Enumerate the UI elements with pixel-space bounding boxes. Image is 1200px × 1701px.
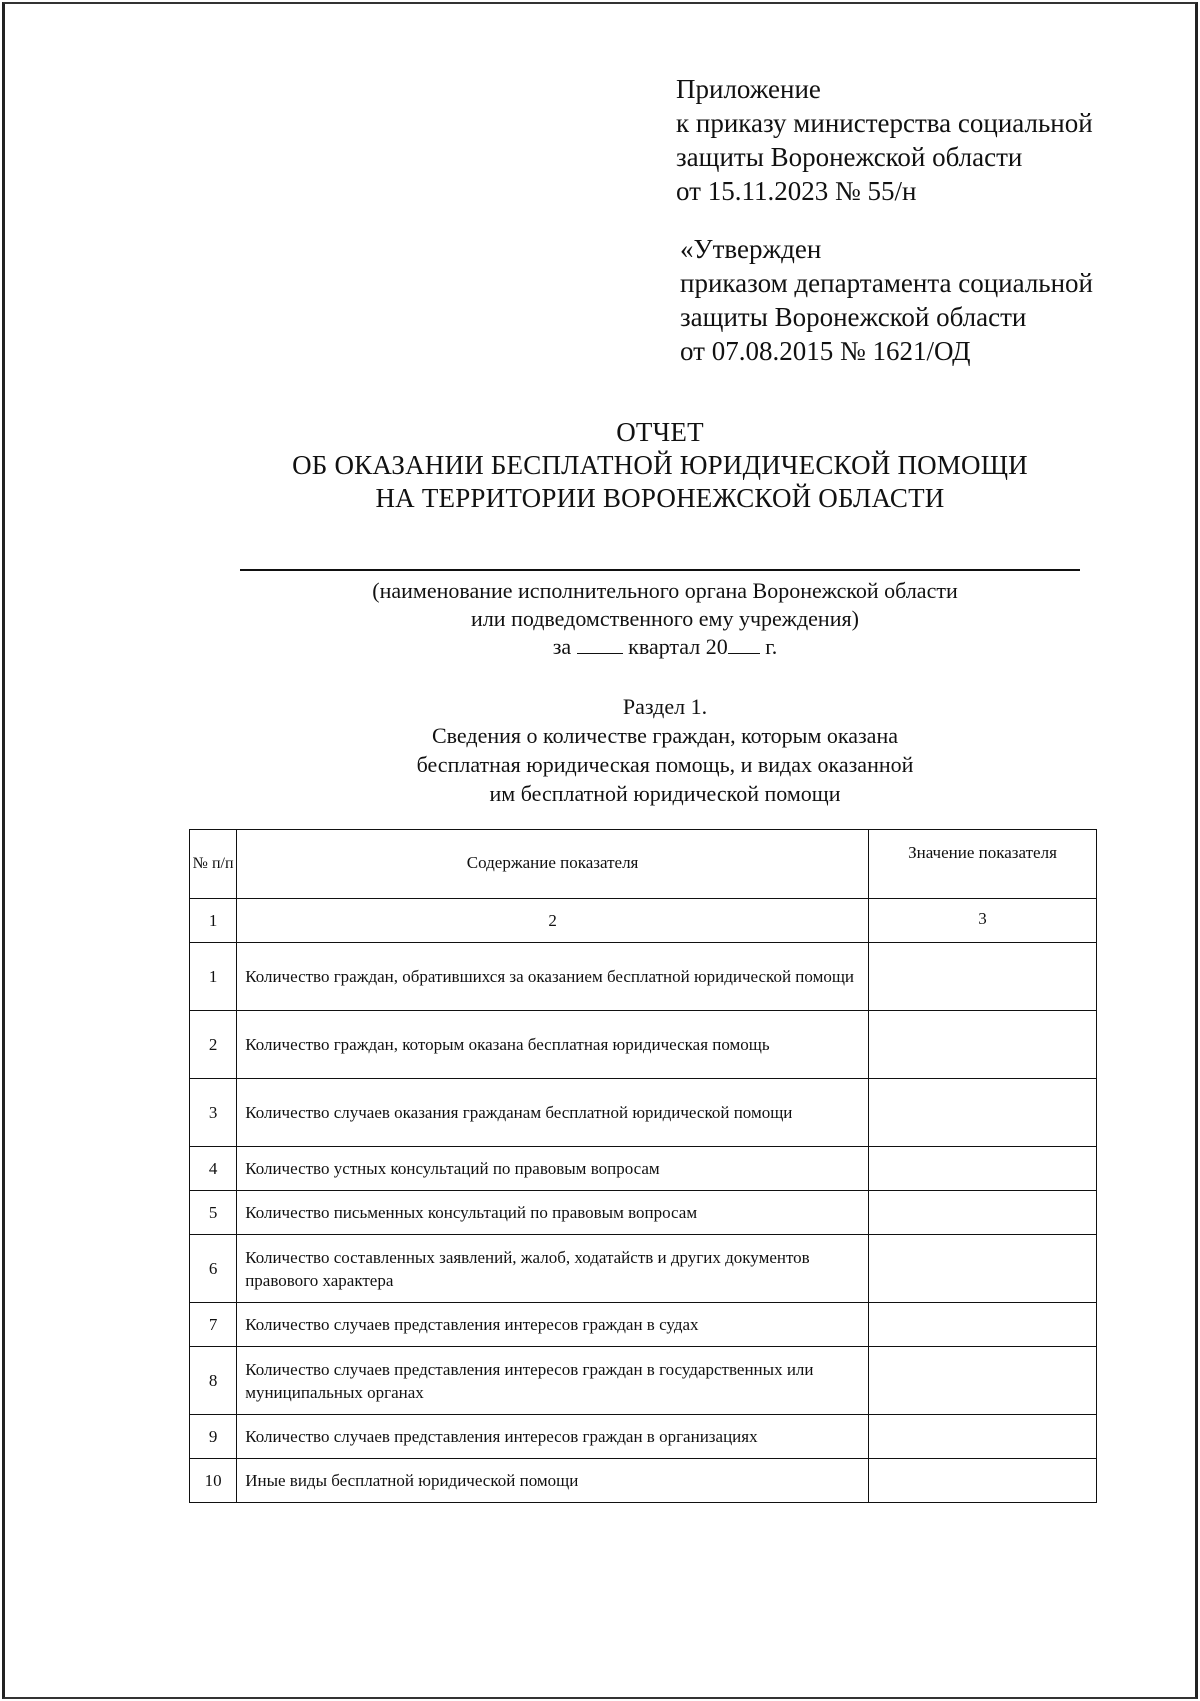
row-number: 1 <box>190 943 237 1011</box>
row-value-cell[interactable] <box>868 1011 1096 1079</box>
row-number: 4 <box>190 1147 237 1191</box>
column-number: 1 <box>190 899 237 943</box>
row-indicator: Количество граждан, которым оказана бесплатная юридическая помощь <box>237 1011 869 1079</box>
caption-line-2: или подведомственного ему учреждения) <box>471 606 859 631</box>
report-table <box>189 829 1097 1503</box>
row-indicator: Количество составленных заявлений, жалоб, ходатайств и других документов правового характера <box>237 1235 869 1303</box>
row-number: 2 <box>190 1011 237 1079</box>
row-value-cell[interactable] <box>868 1303 1096 1347</box>
period-middle: квартал 20 <box>628 634 728 659</box>
row-number: 6 <box>190 1235 237 1303</box>
table-header-row <box>190 830 1097 899</box>
organization-caption <box>0 577 1200 661</box>
row-value-cell[interactable] <box>868 1347 1096 1415</box>
row-value-cell[interactable] <box>868 1147 1096 1191</box>
appendix-block <box>676 72 1093 208</box>
title-line-2: ОБ ОКАЗАНИИ БЕСПЛАТНОЙ ЮРИДИЧЕСКОЙ ПОМОЩИ <box>292 450 1028 480</box>
row-number: 7 <box>190 1303 237 1347</box>
table-row <box>190 1235 1097 1303</box>
quarter-blank[interactable] <box>577 633 623 654</box>
row-value-cell[interactable] <box>868 1415 1096 1459</box>
row-indicator: Иные виды бесплатной юридической помощи <box>237 1459 869 1503</box>
year-blank[interactable] <box>728 633 760 654</box>
row-value-cell[interactable] <box>868 943 1096 1011</box>
row-indicator: Количество граждан, обратившихся за оказанием бесплатной юридической помощи <box>237 943 869 1011</box>
caption-line-1: (наименование исполнительного органа Воронежской области <box>372 578 958 603</box>
approved-line: от 07.08.2015 № 1621/ОД <box>680 336 971 366</box>
table-row <box>190 1011 1097 1079</box>
table-row <box>190 943 1097 1011</box>
column-number-row <box>190 899 1097 943</box>
table-row <box>190 1347 1097 1415</box>
row-value-cell[interactable] <box>868 1191 1096 1235</box>
row-number: 3 <box>190 1079 237 1147</box>
approved-line: приказом департамента социальной <box>680 268 1094 298</box>
column-number: 3 <box>868 899 1096 943</box>
row-indicator: Количество устных консультаций по правовым вопросам <box>237 1147 869 1191</box>
period-suffix: г. <box>765 634 778 659</box>
row-indicator: Количество письменных консультаций по правовым вопросам <box>237 1191 869 1235</box>
row-indicator: Количество случаев представления интересов граждан в судах <box>237 1303 869 1347</box>
appendix-line: защиты Воронежской области <box>676 142 1023 172</box>
row-value-cell[interactable] <box>868 1459 1096 1503</box>
table-row <box>190 1079 1097 1147</box>
report-title <box>0 416 1200 515</box>
title-line-3: НА ТЕРРИТОРИИ ВОРОНЕЖСКОЙ ОБЛАСТИ <box>375 483 945 513</box>
appendix-line: Приложение <box>676 74 821 104</box>
row-indicator: Количество случаев оказания гражданам бесплатной юридической помощи <box>237 1079 869 1147</box>
table-row <box>190 1303 1097 1347</box>
table-row <box>190 1191 1097 1235</box>
row-number: 8 <box>190 1347 237 1415</box>
row-value-cell[interactable] <box>868 1235 1096 1303</box>
row-indicator: Количество случаев представления интересов граждан в государственных или муниципальных органах <box>237 1347 869 1415</box>
row-indicator: Количество случаев представления интересов граждан в организациях <box>237 1415 869 1459</box>
approved-block <box>680 232 1093 368</box>
section-line-2: бесплатная юридическая помощь, и видах оказанной <box>416 752 914 777</box>
header-num: № п/п <box>190 830 237 899</box>
period-line <box>0 633 1200 661</box>
column-number: 2 <box>237 899 869 943</box>
header-content: Содержание показателя <box>237 830 869 899</box>
section-number: Раздел 1. <box>622 694 708 719</box>
row-number: 5 <box>190 1191 237 1235</box>
table-row <box>190 1459 1097 1503</box>
approved-line: «Утвержден <box>680 234 822 264</box>
appendix-line: к приказу министерства социальной <box>676 108 1093 138</box>
table-row <box>190 1147 1097 1191</box>
table-row <box>190 1415 1097 1459</box>
section-heading <box>0 692 1200 808</box>
organization-name-blank[interactable] <box>240 569 1080 571</box>
title-line-1: ОТЧЕТ <box>616 417 704 447</box>
row-value-cell[interactable] <box>868 1079 1096 1147</box>
section-line-3: им бесплатной юридической помощи <box>489 781 841 806</box>
header-value: Значение показателя <box>868 830 1096 899</box>
section-line-1: Сведения о количестве граждан, которым оказана <box>432 723 898 748</box>
approved-line: защиты Воронежской области <box>680 302 1027 332</box>
appendix-line: от 15.11.2023 № 55/н <box>676 176 917 206</box>
row-number: 9 <box>190 1415 237 1459</box>
period-prefix: за <box>552 634 572 659</box>
row-number: 10 <box>190 1459 237 1503</box>
